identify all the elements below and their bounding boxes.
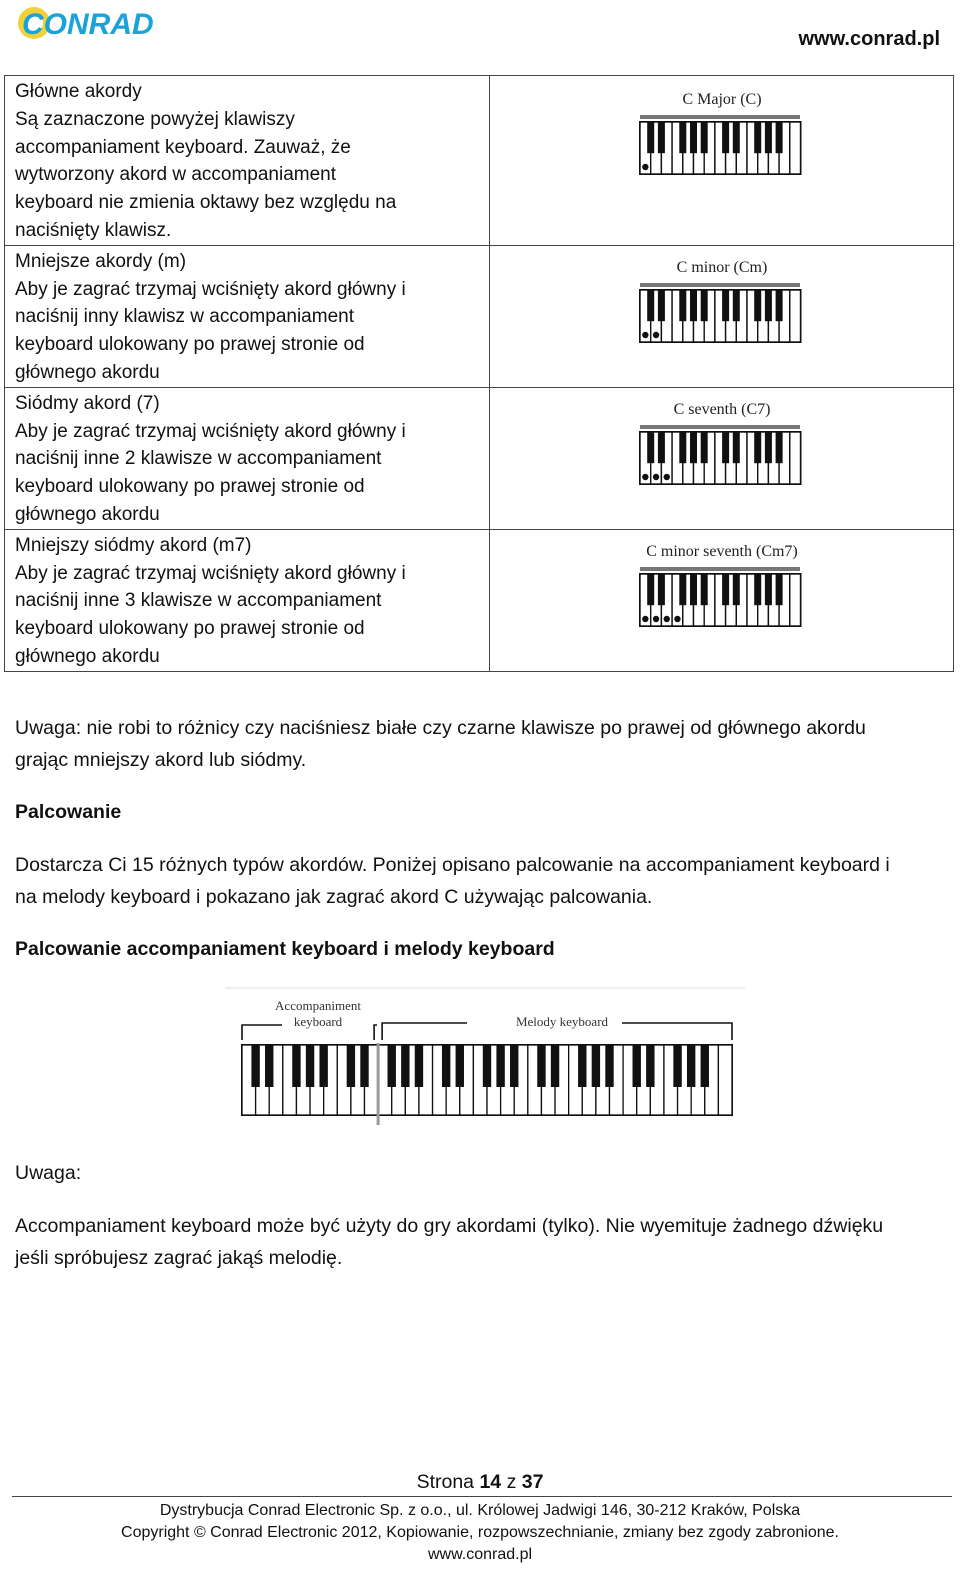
black-key [754,290,761,321]
text-line: jeśli spróbujesz zagrać jakąś melodię. [15,1247,343,1269]
chord-heading: Główne akordy [15,81,142,102]
chord-diagram [602,250,842,370]
black-key [687,1045,695,1087]
black-key [732,574,739,605]
accompaniment-label-1: Accompaniment [275,998,361,1013]
keyboard-split-diagram [220,985,750,1130]
black-key [764,122,771,153]
black-key [679,290,686,321]
black-key [657,122,664,153]
footer-distributor: Dystrybucja Conrad Electronic Sp. z o.o., ul. Królowej Jadwigi 146, 30-212 Kraków, Polska [159,1502,801,1519]
black-key [775,122,782,153]
black-key [306,1045,314,1087]
note-label-strip [640,283,800,287]
text-line: keyboard ulokowany po prawej stronie od [15,476,365,498]
chord-description [5,529,490,671]
site-url-header[interactable]: www.conrad.pl [798,28,940,50]
black-key [578,1045,586,1087]
black-key [732,432,739,463]
text-line: keyboard ulokowany po prawej stronie od [15,618,365,640]
white-key [718,1045,732,1115]
chord-description [5,245,490,387]
text-line: Aby je zagrać trzymaj wciśnięty akord główny i [15,562,406,584]
pressed-key-dot [663,616,669,622]
pressed-key-dot [652,332,658,338]
pressed-key-dot [652,616,658,622]
logo-text: CONRAD [22,8,154,41]
black-key [722,432,729,463]
pressed-key-dot [642,332,648,338]
section-heading-keyboards: Palcowanie accompaniament keyboard i melody keyboard [15,938,555,960]
black-key [647,432,654,463]
footer-copyright: Copyright © Conrad Electronic 2012, Kopiowanie, rozpowszechnianie, zmiany bez zgody zabronione. [121,1524,839,1541]
black-key [732,122,739,153]
black-key [647,122,654,153]
black-key [647,574,654,605]
melody-bracket-right [622,1023,732,1040]
black-key [510,1045,518,1087]
text-line: naciśnięty klawisz. [15,219,172,241]
chord-row [5,387,954,529]
black-key [700,290,707,321]
black-key [265,1045,273,1087]
text-line: głównego akordu [15,503,160,525]
black-key [647,290,654,321]
text-line: keyboard nie zmienia oktawy bez względu na [15,192,397,214]
fingering-paragraph [15,849,890,913]
black-key [701,1045,709,1087]
white-key [789,432,800,484]
note-label-strip [640,115,800,119]
black-key [456,1045,464,1087]
note-label-strip [640,567,800,571]
black-key [775,290,782,321]
text-line: Aby je zagrać trzymaj wciśnięty akord główny i [15,420,406,442]
text-line: na melody keyboard i pokazano jak zagrać akord C używając palcowania. [15,886,653,908]
pressed-key-dot [663,474,669,480]
note-paragraph [15,712,866,776]
text-line: accompaniament keyboard. Zauważ, że [15,136,351,158]
black-key [592,1045,600,1087]
black-key [679,574,686,605]
chord-description [5,76,490,246]
black-key [537,1045,545,1087]
black-key [732,290,739,321]
text-line: naciśnij inny klawisz w accompaniament [15,306,354,328]
black-key [690,432,697,463]
chord-title: C seventh (C7) [673,400,770,418]
black-key [551,1045,559,1087]
black-key [657,432,664,463]
black-key [722,290,729,321]
black-key [764,432,771,463]
pressed-key-dot [674,616,680,622]
black-key [633,1045,641,1087]
text-line: grając mniejszy akord lub siódmy. [15,749,307,771]
chord-diagram [602,534,842,654]
black-key [764,574,771,605]
pressed-key-dot [652,474,658,480]
black-key [775,574,782,605]
white-key [789,122,800,174]
melody-bracket-left [382,1023,467,1040]
black-key [251,1045,259,1087]
black-key [673,1045,681,1087]
black-key [754,574,761,605]
black-key [690,290,697,321]
pressed-key-dot [642,474,648,480]
text-line: Uwaga: nie robi to różnicy czy naciśniesz białe czy czarne klawisze po prawej od głównego akordu [15,717,866,739]
black-key [700,574,707,605]
chord-diagram [602,82,842,202]
black-key [690,574,697,605]
footer-divider [12,1496,952,1497]
text-line: naciśnij inne 3 klawisze w accompaniament [15,590,382,612]
conrad-logo [16,2,176,44]
note2-label: Uwaga: [15,1162,82,1184]
page-number [0,1471,960,1494]
accompaniment-label-2: keyboard [293,1014,343,1029]
text-line: Aby je zagrać trzymaj wciśnięty akord główny i [15,278,406,300]
black-key [496,1045,504,1087]
text-line: keyboard ulokowany po prawej stronie od [15,334,365,356]
black-key [775,432,782,463]
text-line: głównego akordu [15,361,160,383]
black-key [442,1045,450,1087]
text-line: naciśnij inne 2 klawisze w accompaniament [15,448,382,470]
black-key [605,1045,613,1087]
black-key [401,1045,409,1087]
text-line: Dostarcza Ci 15 różnych typów akordów. Poniżej opisano palcowanie na accompaniament keyboard i [15,854,890,876]
page-current: 14 [479,1471,502,1493]
pressed-key-dot [642,616,648,622]
black-key [690,122,697,153]
black-key [679,122,686,153]
keyboard-keys [242,1043,732,1125]
accompaniment-bracket-left [242,1025,282,1040]
section-heading-fingering: Palcowanie [15,801,122,823]
text-line: Są zaznaczone powyżej klawiszy [15,108,295,130]
black-key [319,1045,327,1087]
chord-title: C Major (C) [681,91,762,108]
black-key [679,432,686,463]
page-separator: z [506,1471,517,1493]
chord-title: C minor (Cm) [676,258,767,276]
text-line: wytworzony akord w accompaniament [15,164,337,186]
chord-figure-cell [490,529,954,671]
black-key [700,122,707,153]
chord-description [5,387,490,529]
page-total: 37 [521,1471,544,1493]
text-line: głównego akordu [15,645,160,667]
black-key [360,1045,368,1087]
note-label-strip [640,425,800,429]
black-key [388,1045,396,1087]
footer-site[interactable]: www.conrad.pl [427,1546,533,1563]
chord-row [5,76,954,246]
black-key [700,432,707,463]
chord-heading: Mniejsze akordy (m) [15,250,187,272]
chord-table [4,75,954,672]
text-line: Accompaniament keyboard może być użyty do gry akordami (tylko). Nie wyemituje żadnego dźwięku [15,1215,884,1237]
chord-heading: Siódmy akord (7) [15,392,160,414]
melody-label: Melody keyboard [515,1014,609,1029]
accompaniment-bracket-right [374,1025,377,1040]
black-key [657,574,664,605]
black-key [764,290,771,321]
white-key [789,574,800,626]
chord-row [5,529,954,671]
pressed-key-dot [642,164,648,170]
black-key [754,122,761,153]
black-key [754,432,761,463]
black-key [657,290,664,321]
chord-title: C minor seventh (Cm7) [645,542,798,560]
chord-figure-cell [490,76,954,246]
accompaniment-note-paragraph [15,1210,883,1274]
black-key [646,1045,654,1087]
chord-row [5,245,954,387]
black-key [483,1045,491,1087]
black-key [722,574,729,605]
black-key [292,1045,300,1087]
black-key [722,122,729,153]
chord-figure-cell [490,245,954,387]
black-key [415,1045,423,1087]
page-prefix: Strona [416,1471,475,1493]
black-key [347,1045,355,1087]
chord-heading: Mniejszy siódmy akord (m7) [15,534,252,556]
white-key [789,290,800,342]
chord-figure-cell [490,387,954,529]
chord-diagram [602,392,842,512]
